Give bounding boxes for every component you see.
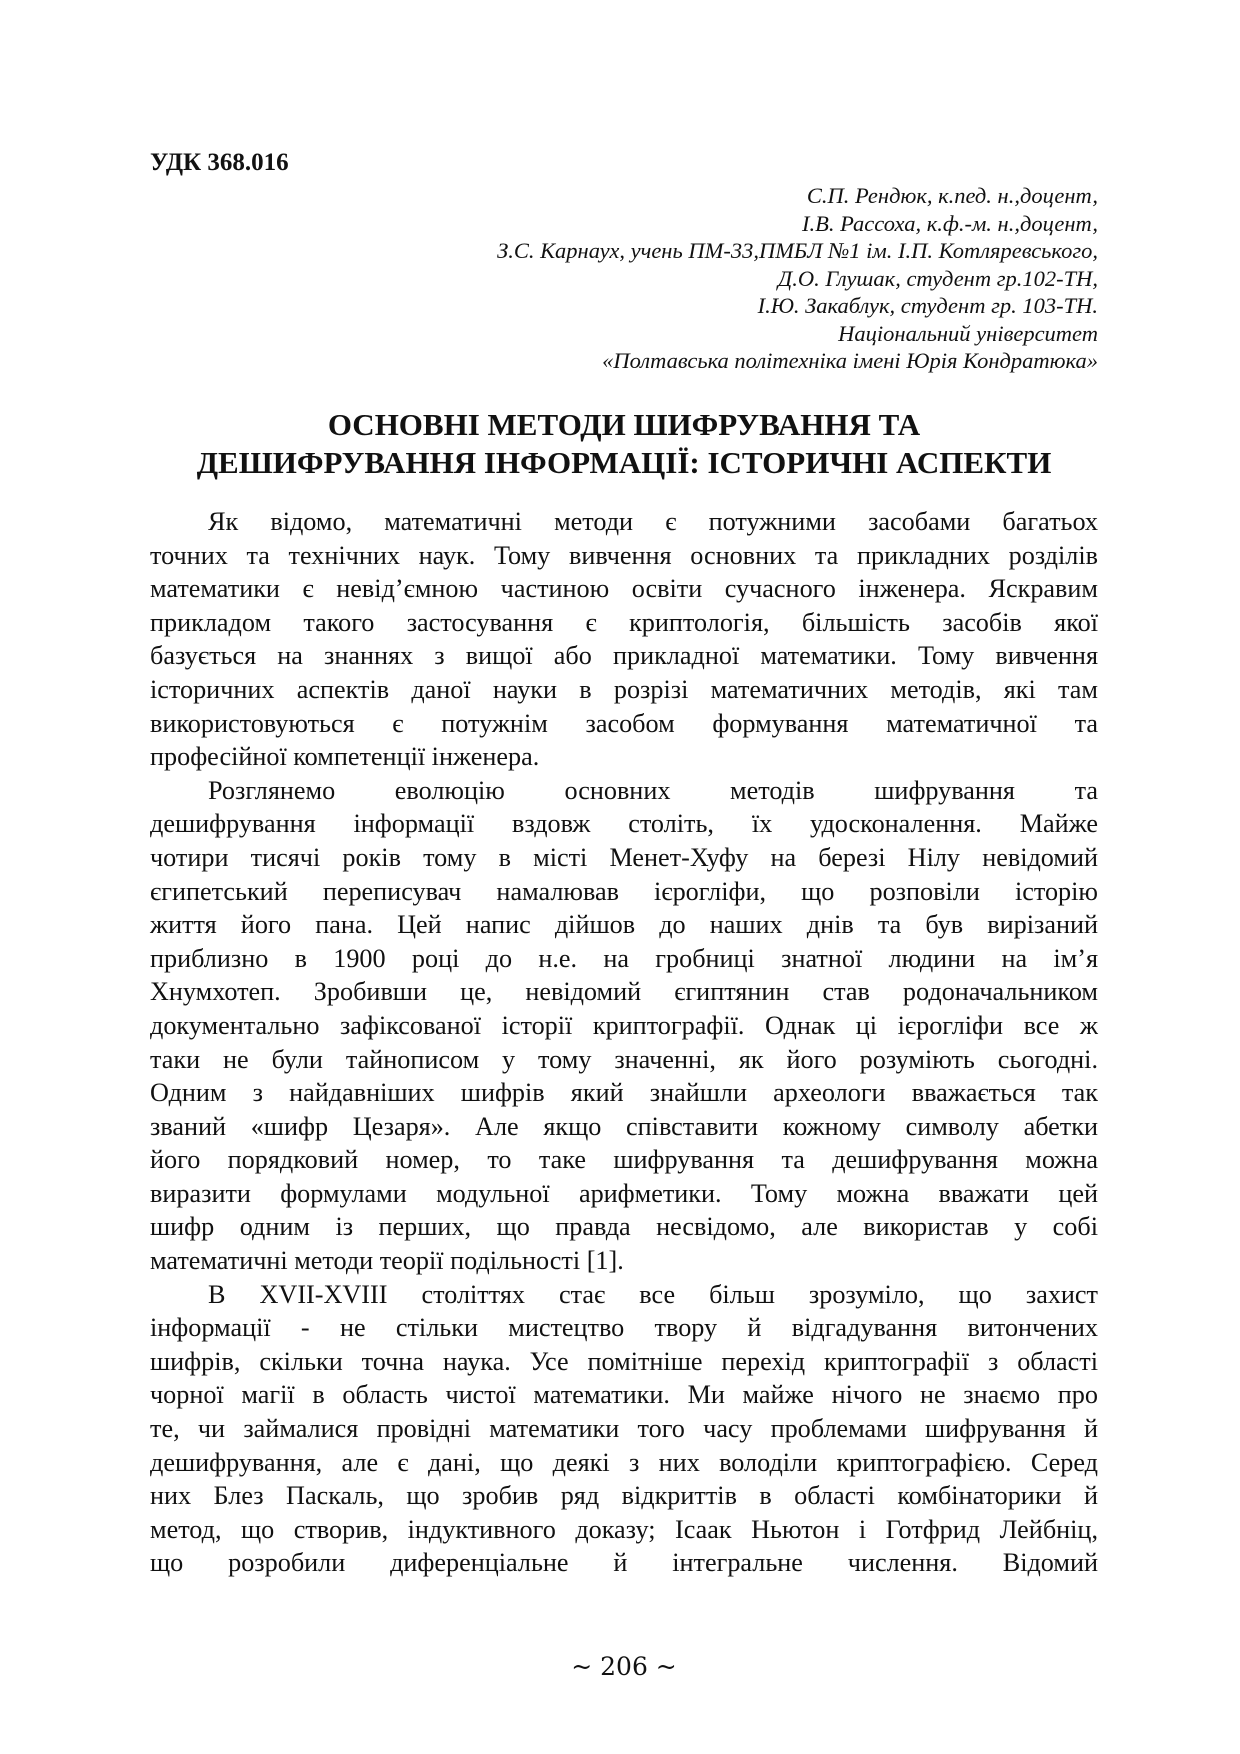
paragraph-1-line: використовуються є потужнім засобом формування математичної та	[150, 708, 1098, 738]
title-line: ДЕШИФРУВАННЯ ІНФОРМАЦІЇ: ІСТОРИЧНІ АСПЕКТИ	[196, 445, 1052, 480]
paragraph-2-line: шифр одним із перших, що правда несвідомо, але використав у собі	[150, 1212, 1098, 1242]
paper-title	[150, 406, 1098, 482]
paragraph-3-line: інформації - не стільки мистецтво твору й відгадування витончених	[150, 1313, 1098, 1343]
paragraph-1-line: Як відомо, математичні методи є потужними засобами багатьох	[208, 507, 1098, 536]
paragraph-2-line: чотири тисячі років тому в місті Менет-Хуфу на березі Нілу невідомий	[150, 842, 1098, 872]
author-block	[298, 182, 1098, 375]
author-line: І.В. Рассоха, к.ф.-м. н.,доцент,	[802, 210, 1098, 236]
udk-code: УДК 368.016	[150, 149, 289, 176]
paragraph-2-line: Одним з найдавніших шифрів який знайшли археологи вважається так	[150, 1078, 1098, 1108]
paragraph-2-line: документально зафіксованої історії криптографії. Однак ці ієрогліфи все ж	[150, 1010, 1098, 1040]
paragraph-1-line: базується на знаннях з вищої або прикладної математики. Тому вивчення	[150, 641, 1098, 671]
affiliation-line: Національний університет	[838, 320, 1098, 346]
paragraph-3-line: те, чи займалися провідні математики того часу проблемами шифрування й	[150, 1414, 1098, 1444]
paragraph-1-line: точних та технічних наук. Тому вивчення основних та прикладних розділів	[150, 540, 1098, 570]
paragraph-3-line: що розробили диференціальне й інтегральне числення. Відомий	[150, 1548, 1098, 1578]
paragraph-1-line: історичних аспектів даної науки в розрізі математичних методів, які там	[150, 674, 1098, 704]
paragraph-1-line: математики є невід’ємною частиною освіти сучасного інженера. Яскравим	[150, 574, 1098, 604]
paragraph-1-line: професійної компетенції інженера.	[150, 742, 540, 772]
page-number: ~ 206 ~	[571, 1652, 677, 1681]
paragraph-2-line: Хнумхотеп. Зробивши це, невідомий єгиптянин став родоначальником	[150, 977, 1098, 1007]
paragraph-2-line: званий «шифр Цезаря». Але якщо співставити кожному символу абетки	[150, 1111, 1098, 1141]
paragraph-3-line: них Блез Паскаль, що зробив ряд відкриттів в області комбінаторики й	[150, 1481, 1098, 1511]
paragraph-2-line: єгипетський переписувач намалював ієрогліфи, що розповіли історію	[150, 876, 1098, 906]
paragraph-2-line: математичні методи теорії подільності [1].	[150, 1246, 624, 1276]
paragraph-2-line: виразити формулами модульної арифметики. Тому можна вважати цей	[150, 1178, 1098, 1208]
author-line: І.Ю. Закаблук, студент гр. 103-ТН.	[757, 293, 1098, 318]
paragraph-2-line: приблизно в 1900 році до н.е. на гробниці знатної людини на ім’я	[150, 943, 1098, 973]
paragraph-3-line: дешифрування, але є дані, що деякі з них володіли криптографією. Серед	[150, 1447, 1098, 1477]
paragraph-2-line: його порядковий номер, то таке шифрування та дешифрування можна	[150, 1145, 1098, 1175]
paragraph-2-line: таки не були тайнописом у тому значенні, як його розуміють сьогодні.	[150, 1044, 1098, 1074]
paragraph-3-line: метод, що створив, індуктивного доказу; Ісаак Ньютон і Готфрид Лейбніц,	[150, 1514, 1098, 1544]
paragraph-3-line: шифрів, скільки точна наука. Усе помітніше перехід криптографії з області	[150, 1346, 1098, 1376]
author-line: З.С. Карнаух, учень ПМ-33,ПМБЛ №1 ім. І.П. Котляревського,	[497, 238, 1098, 263]
paragraph-2-line: дешифрування інформації вздовж століть, їх удосконалення. Майже	[150, 809, 1098, 839]
paper-page	[150, 0, 1098, 1754]
paragraph-1-line: прикладом такого застосування є криптологія, більшість засобів якої	[150, 607, 1098, 637]
paragraph-3-line: чорної магії в область чистої математики. Ми майже нічого не знаємо про	[150, 1380, 1098, 1410]
body-text	[150, 505, 1098, 1580]
title-line: ОСНОВНІ МЕТОДИ ШИФРУВАННЯ ТА	[327, 407, 921, 442]
paragraph-3-line: В XVII-XVIII століттях стає все більш зрозуміло, що захист	[208, 1279, 1098, 1309]
paragraph-2-line: Розглянемо еволюцію основних методів шифрування та	[208, 775, 1098, 805]
affiliation-line: «Полтавська політехніка імені Юрія Кондратюка»	[602, 348, 1098, 373]
author-line: Д.О. Глушак, студент гр.102-ТН,	[777, 265, 1098, 291]
paragraph-2-line: життя його пана. Цей напис дійшов до наших днів та був вирізаний	[150, 910, 1098, 940]
author-line: С.П. Рендюк, к.пед. н.,доцент,	[806, 183, 1098, 208]
